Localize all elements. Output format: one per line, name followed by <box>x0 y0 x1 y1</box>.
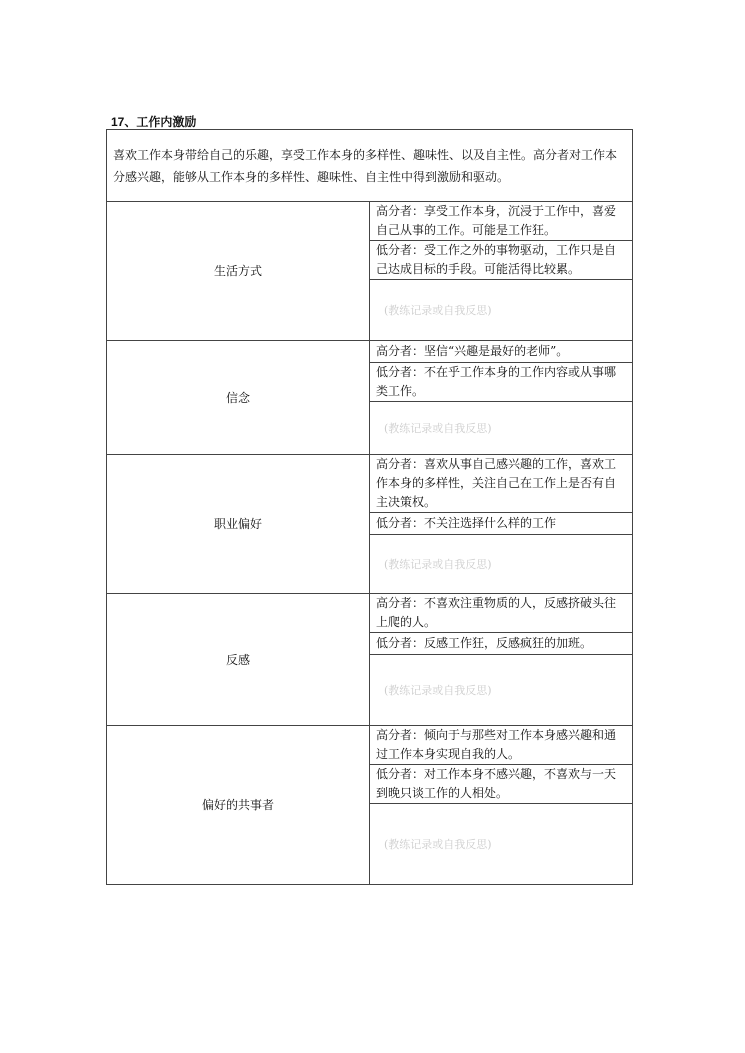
high-scorer-text: 高分者：享受工作本身，沉浸于工作中，喜爱自己从事的工作。可能是工作狂。 <box>370 202 633 241</box>
note-field[interactable]: (教练记录或自我反思) <box>370 655 633 726</box>
section-title: 17、工作内激励 <box>111 115 197 129</box>
low-scorer-text: 低分者：不关注选择什么样的工作 <box>370 513 633 535</box>
category-lifestyle: 生活方式 <box>107 202 370 341</box>
low-scorer-text: 低分者：对工作本身不感兴趣，不喜欢与一天到晚只谈工作的人相处。 <box>370 765 633 804</box>
low-scorer-text: 低分者：反感工作狂，反感疯狂的加班。 <box>370 633 633 655</box>
high-scorer-text: 高分者：坚信“兴趣是最好的老师”。 <box>370 341 633 363</box>
category-career-preference: 职业偏好 <box>107 455 370 594</box>
motivation-table <box>106 129 633 885</box>
low-scorer-text: 低分者：受工作之外的事物驱动，工作只是自己达成目标的手段。可能活得比较累。 <box>370 241 633 280</box>
note-field[interactable]: (教练记录或自我反思) <box>370 280 633 341</box>
note-field[interactable]: (教练记录或自我反思) <box>370 535 633 594</box>
category-dislikes: 反感 <box>107 594 370 726</box>
intro-text: 喜欢工作本身带给自己的乐趣，享受工作本身的多样性、趣味性、以及自主性。高分者对工作本分感兴趣，能够从工作本身的多样性、趣味性、自主性中得到激励和驱动。 <box>107 130 633 202</box>
high-scorer-text: 高分者：喜欢从事自己感兴趣的工作，喜欢工作本身的多样性，关注自己在工作上是否有自主决策权。 <box>370 455 633 513</box>
high-scorer-text: 高分者：倾向于与那些对工作本身感兴趣和通过工作本身实现自我的人。 <box>370 726 633 765</box>
note-field[interactable]: (教练记录或自我反思) <box>370 402 633 455</box>
category-preferred-colleagues: 偏好的共事者 <box>107 726 370 885</box>
category-beliefs: 信念 <box>107 341 370 455</box>
high-scorer-text: 高分者：不喜欢注重物质的人，反感挤破头往上爬的人。 <box>370 594 633 633</box>
low-scorer-text: 低分者：不在乎工作本身的工作内容或从事哪类工作。 <box>370 363 633 402</box>
note-field[interactable]: (教练记录或自我反思) <box>370 804 633 885</box>
